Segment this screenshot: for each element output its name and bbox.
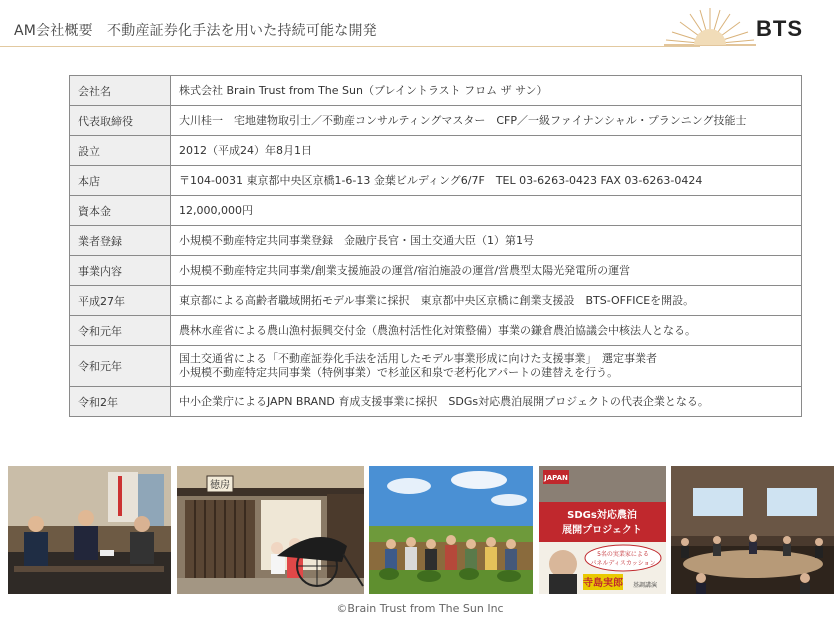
row-label: 平成27年 (70, 286, 171, 316)
row-value-line: 12,000,000円 (179, 203, 253, 217)
row-label: 資本金 (70, 196, 171, 226)
row-label: 代表取締役 (70, 106, 171, 136)
row-value-line: 株式会社 Brain Trust from The Sun（ブレイントラスト フロム ザ サン） (179, 83, 548, 97)
photo-rickshaw (177, 466, 364, 594)
row-label: 令和2年 (70, 387, 171, 417)
photo-conference-room (671, 466, 834, 594)
row-label: 設立 (70, 136, 171, 166)
row-value-line: 小規模不動産特定共同事業登録 金融庁長官・国土交通大臣（1）第1号 (179, 233, 534, 247)
table-row (70, 226, 802, 256)
row-value (171, 286, 802, 316)
table-row (70, 346, 802, 387)
table-row (70, 286, 802, 316)
row-label: 令和元年 (70, 316, 171, 346)
page-title: AM会社概要 不動産証券化手法を用いた持続可能な開発 (14, 23, 377, 39)
row-value (171, 196, 802, 226)
table-row (70, 196, 802, 226)
company-logo (664, 4, 834, 48)
company-overview-table (69, 75, 802, 417)
row-value (171, 346, 802, 387)
shop-sign-text: 徳房 (210, 480, 230, 491)
row-value-line: 2012（平成24）年8月1日 (179, 143, 312, 157)
poster-speaker-name: 寺島実郎 (583, 578, 623, 589)
poster-bubble-line2: パネルディスカッション (590, 560, 656, 567)
copyright-footer: ©Brain Trust from The Sun Inc (336, 602, 504, 615)
poster-title-line1: SDGs対応農泊 (567, 510, 637, 521)
row-value (171, 316, 802, 346)
sunrise-logo-icon (664, 4, 756, 48)
row-label: 令和元年 (70, 346, 171, 387)
row-label: 本店 (70, 166, 171, 196)
row-value-line: 国土交通省による「不動産証券化手法を活用したモデル事業形成に向けた支援事業」 選定事業者 (179, 352, 657, 365)
row-value (171, 136, 802, 166)
poster-bubble-line1: 5名の実業家による (597, 551, 649, 558)
table-row (70, 76, 802, 106)
row-value-line: 東京都による高齢者職域開拓モデル事業に採択 東京都中央区京橋に創業支援設 BTS-OFFICEを開設。 (179, 293, 695, 307)
row-value (171, 387, 802, 417)
logo-wordmark: BTS (756, 16, 803, 41)
row-value (171, 106, 802, 136)
row-value (171, 76, 802, 106)
table-row (70, 387, 802, 417)
poster-title-line2: 展開プロジェクト (562, 525, 642, 536)
row-value (171, 166, 802, 196)
table-row (70, 166, 802, 196)
row-value-line: 農林水産省による農山漁村振興交付金（農漁村活性化対策整備）事業の鎌倉農泊協議会中核法人となる。 (179, 323, 696, 337)
photo-field-group (369, 466, 533, 594)
row-label: 事業内容 (70, 256, 171, 286)
row-value-line: 中小企業庁によるJAPN BRAND 育成支援事業に採択 SDGs対応農泊展開プロジェクトの代表企業となる。 (179, 394, 709, 408)
row-value-line: 大川桂一 宅地建物取引士／不動産コンサルティングマスター CFP／一級ファイナンシャル・プランニング技能士 (179, 113, 747, 127)
row-value-line: 小規模不動産特定共同事業/創業支援施設の運営/宿泊施設の運営/営農型太陽光発電所の運営 (179, 263, 631, 277)
table-row (70, 106, 802, 136)
photo-strip (8, 466, 834, 594)
table-row (70, 136, 802, 166)
poster-speaker-note: 基調講演 (632, 582, 658, 589)
poster-badge: JAPAN (544, 474, 568, 482)
row-label: 会社名 (70, 76, 171, 106)
row-value-line: 〒104-0031 東京都中央区京橋1-6-13 金葉ビルディング6/7F TEL 03-6263-0423 FAX 03-6263-0424 (179, 173, 703, 187)
row-label: 業者登録 (70, 226, 171, 256)
photo-sdgs-poster (539, 466, 666, 594)
row-value-line: 小規模不動産特定共同事業（特例事業）で杉並区和泉で老朽化アパートの建替えを行う。 (179, 366, 619, 379)
row-value (171, 256, 802, 286)
row-value (171, 226, 802, 256)
table-row (70, 316, 802, 346)
photo-meeting (8, 466, 171, 594)
header-divider (0, 46, 700, 47)
table-row (70, 256, 802, 286)
